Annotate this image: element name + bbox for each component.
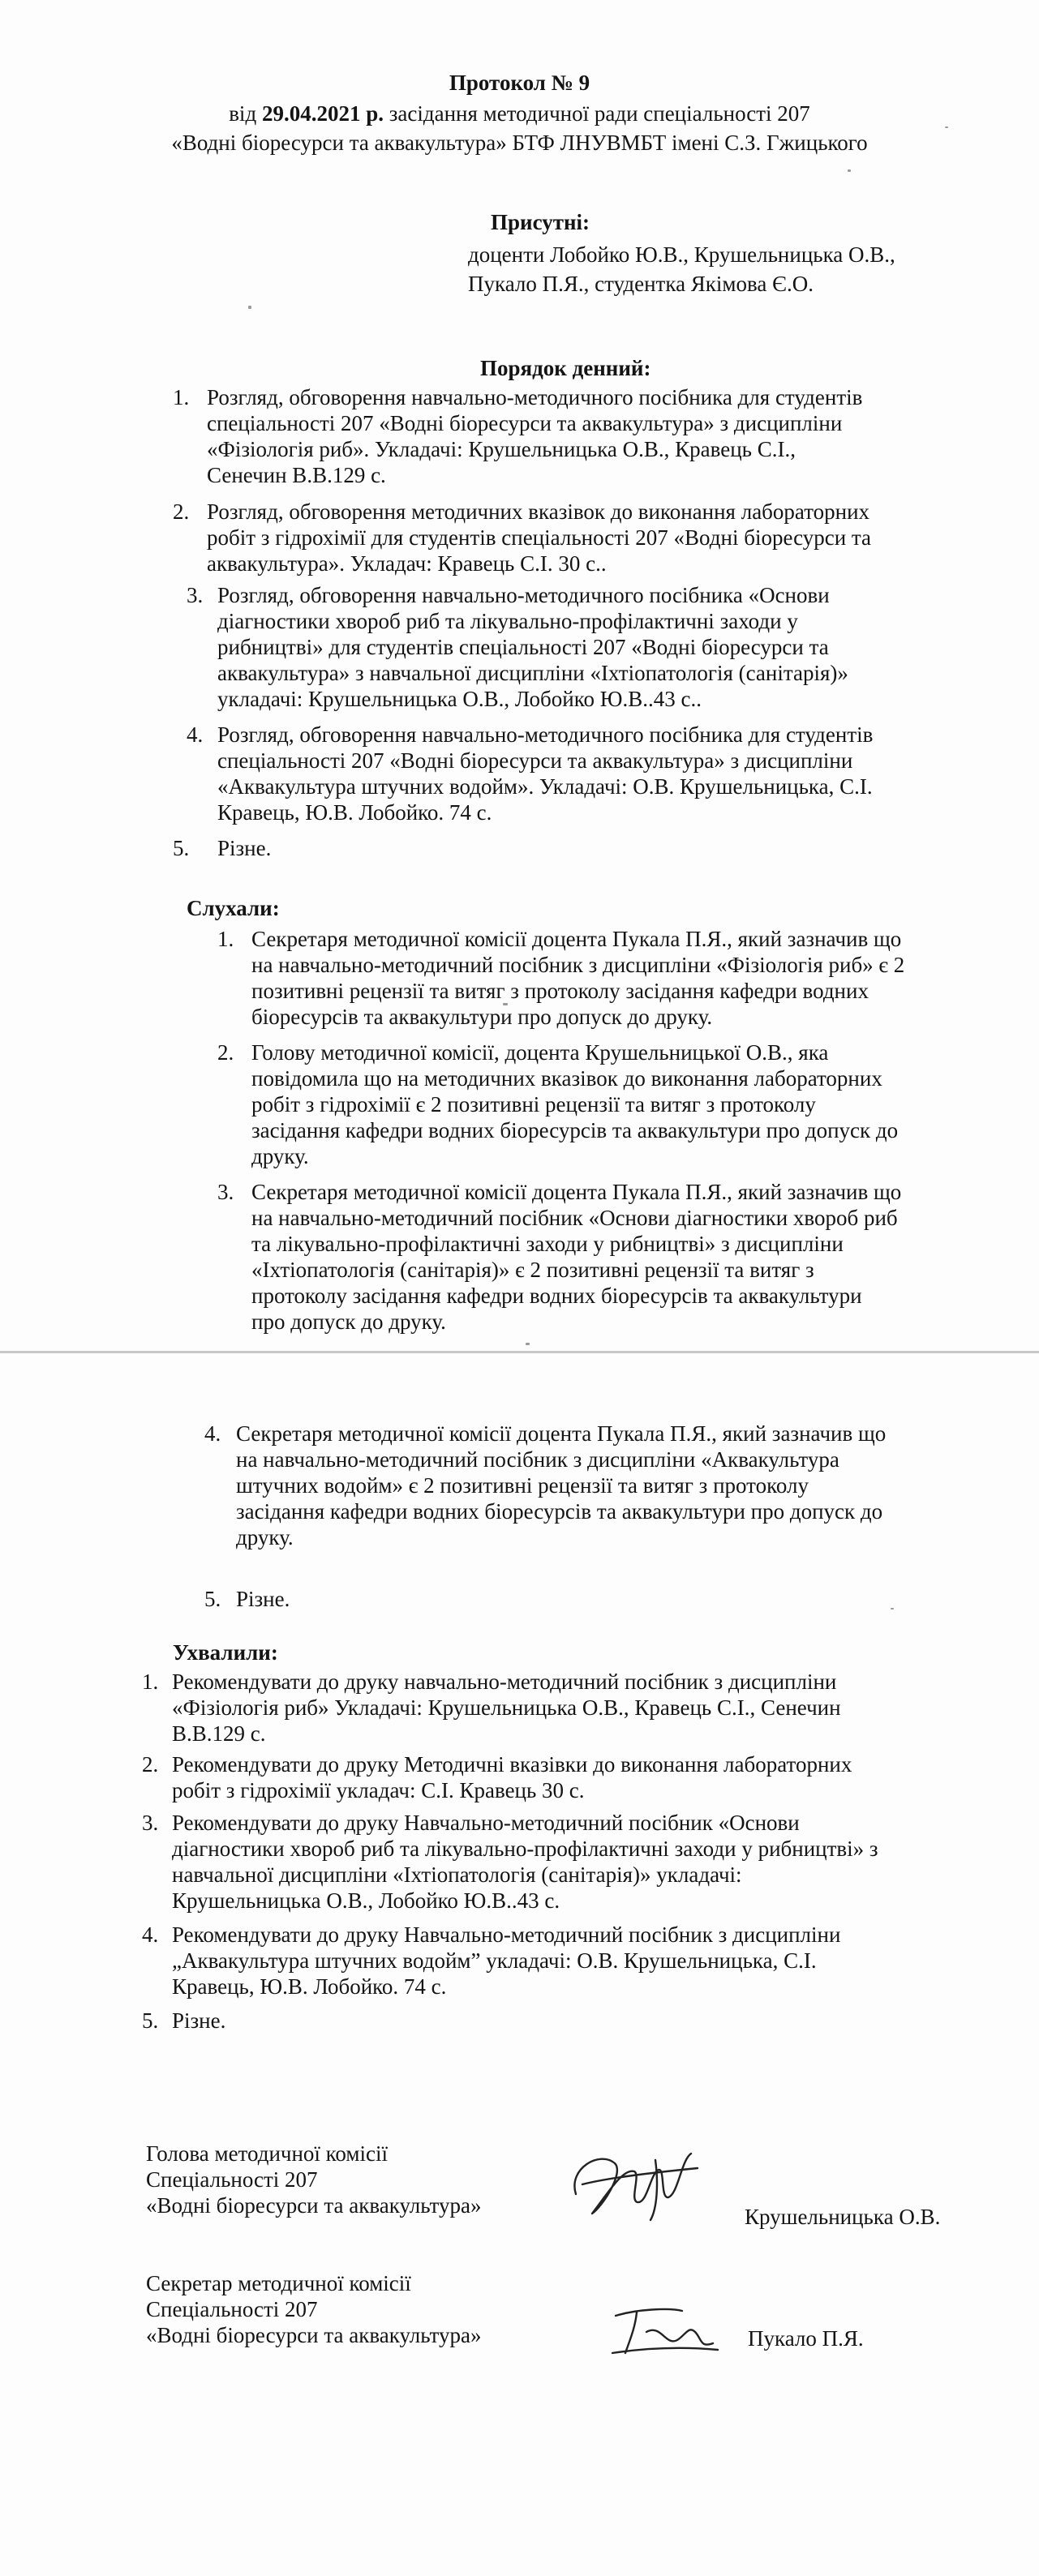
meeting-description: засідання методичної ради спеціальності 207	[389, 101, 810, 126]
agenda-item: Розгляд, обговорення навчально-методичного посібника «Основи діагностики хвороб риб та лікувально-профілактичні заходи у рибництві» для студентів спеціальності 207 «Водні біоресурси та аквакультура» з навчальної дисципліни «Іхтіопатологія (санітарія)» укладачі: Крушельницька О.В., Лобойко Ю.В..43 с..	[217, 583, 848, 711]
scan-speck	[248, 306, 251, 309]
agenda-item-number: 3.	[187, 583, 204, 607]
agenda-item-number: 2.	[173, 499, 190, 524]
chair-name: Крушельницька О.В.	[745, 2205, 941, 2229]
scan-speck	[945, 126, 948, 128]
resolved-item-number: 5.	[142, 2008, 159, 2033]
agenda-item-number: 4.	[187, 722, 204, 747]
heard-heading: Слухали:	[187, 896, 280, 920]
resolved-heading: Ухвалили:	[173, 1640, 278, 1665]
resolved-item-number: 4.	[142, 1922, 159, 1947]
agenda-item: Розгляд, обговорення навчально-методичного посібника для студентів спеціальності 207 «Водні біоресурси та аквакультура» з дисципліни «Аквакультура штучних водойм». Укладачі: О.В. Крушельницька, С.І. Кравець, Ю.В. Лобойко. 74 с.	[217, 722, 874, 825]
chair-signature-block: Голова методичної комісії Спеціальності 207 «Водні біоресурси та аквакультура»	[146, 2141, 482, 2218]
present-heading: Присутні:	[491, 210, 590, 234]
agenda-heading: Порядок денний:	[480, 356, 651, 380]
heard-item: Голову методичної комісії, доцента Крушельницької О.В., яка повідомила що на методичних вказівок до виконання лабораторних робіт з гідрохімії є 2 позитивні рецензії та витяг з протоколу засідання кафедри водних біоресурсів та аквакультури про допуск до друку.	[251, 1040, 899, 1168]
resolved-item: Рекомендувати до друку навчально-методичний посібник з дисципліни «Фізіологія риб» Укладачі: Крушельницька О.В., Кравець С.І., Сенечин В.В.129 с.	[172, 1669, 841, 1746]
present-line: доценти Лобойко Ю.В., Крушельницька О.В.,	[468, 242, 895, 267]
secretary-name: Пукало П.Я.	[748, 2326, 864, 2351]
resolved-item: Рекомендувати до друку Методичні вказівки до виконання лабораторних робіт з гідрохімії укладач: С.І. Кравець 30 с.	[172, 1752, 852, 1802]
resolved-item-number: 3.	[142, 1811, 159, 1835]
specialty-line: «Водні біоресурси та аквакультура» БТФ ЛНУВМБТ імені С.З. Гжицького	[171, 131, 868, 155]
heard-item-number: 1.	[217, 927, 234, 951]
scan-speck	[848, 169, 851, 172]
agenda-item: Розгляд, обговорення навчально-методичного посібника для студентів спеціальності 207 «Водні біоресурси та аквакультура» з дисципліни «Фізіологія риб». Укладачі: Крушельницька О.В., Кравець С.І., Сенечин В.В.129 с.	[207, 385, 863, 487]
agenda-item-number: 1.	[173, 385, 190, 409]
agenda-item: Розгляд, обговорення методичних вказівок до виконання лабораторних робіт з гідрохімії для студентів спеціальності 207 «Водні біоресурси та аквакультура». Укладач: Кравець С.І. 30 с..	[207, 499, 872, 576]
resolved-item: Різне.	[172, 2008, 226, 2033]
page-separator	[0, 1351, 1039, 1353]
resolved-item-number: 1.	[142, 1669, 159, 1694]
heard-item: Секретаря методичної комісії доцента Пукала П.Я., який зазначив що на навчально-методичний посібник «Основи діагностики хвороб риб та лікувально-профілактичні заходи у рибництві» з дисципліни «Іхтіопатологія (санітарія)» є 2 позитивні рецензії та витяг з протоколу засідання кафедри водних біоресурсів та аквакультури про допуск до друку.	[251, 1180, 902, 1334]
date-prefix: від	[229, 101, 257, 126]
protocol-title: Протокол № 9	[449, 71, 590, 95]
scan-speck	[526, 1343, 530, 1345]
secretary-signature-block: Секретар методичної комісії Спеціальності 207 «Водні біоресурси та аквакультура»	[146, 2271, 482, 2347]
scan-speck	[891, 1608, 894, 1609]
protocol-subtitle	[0, 101, 1039, 126]
heard-item-number: 4.	[204, 1421, 221, 1446]
heard-item-number: 2.	[217, 1040, 234, 1065]
meeting-date: 29.04.2021 р.	[261, 101, 384, 126]
heard-item: Секретаря методичної комісії доцента Пукала П.Я., який зазначив що на навчально-методичний посібник з дисципліни «Аквакультура штучних водойм» є 2 позитивні рецензії та витяг з протоколу засідання кафедри водних біоресурсів та аквакультури про допуск до друку.	[236, 1421, 887, 1549]
resolved-item: Рекомендувати до друку Навчально-методичний посібник «Основи діагностики хвороб риб та лікувально-профілактичні заходи у рибництві» з навчальної дисципліни «Іхтіопатологія (санітарія)» укладачі: Крушельницька О.В., Лобойко Ю.В..43 с.	[172, 1811, 878, 1913]
heard-item: Різне.	[236, 1587, 290, 1611]
heard-item-number: 3.	[217, 1180, 234, 1204]
resolved-item: Рекомендувати до друку Навчально-методичний посібник з дисципліни „Аквакультура штучних водойм” укладачі: О.В. Крушельницька, С.І. Кравець, Ю.В. Лобойко. 74 с.	[172, 1922, 841, 1999]
heard-item: Секретаря методичної комісії доцента Пукала П.Я., який зазначив що на навчально-методичний посібник з дисципліни «Фізіологія риб» є 2 позитивні рецензії та витяг з протоколу засідання кафедри водних біоресурсів та аквакультури про допуск до друку.	[251, 927, 905, 1029]
agenda-item: Різне.	[217, 836, 272, 860]
secretary-signature-scribble	[604, 2300, 726, 2364]
agenda-item-number: 5.	[173, 836, 190, 860]
present-line: Пукало П.Я., студентка Якімова Є.О.	[468, 272, 814, 296]
resolved-item-number: 2.	[142, 1752, 159, 1777]
chair-signature-scribble	[560, 2136, 714, 2225]
heard-item-number: 5.	[204, 1587, 221, 1611]
